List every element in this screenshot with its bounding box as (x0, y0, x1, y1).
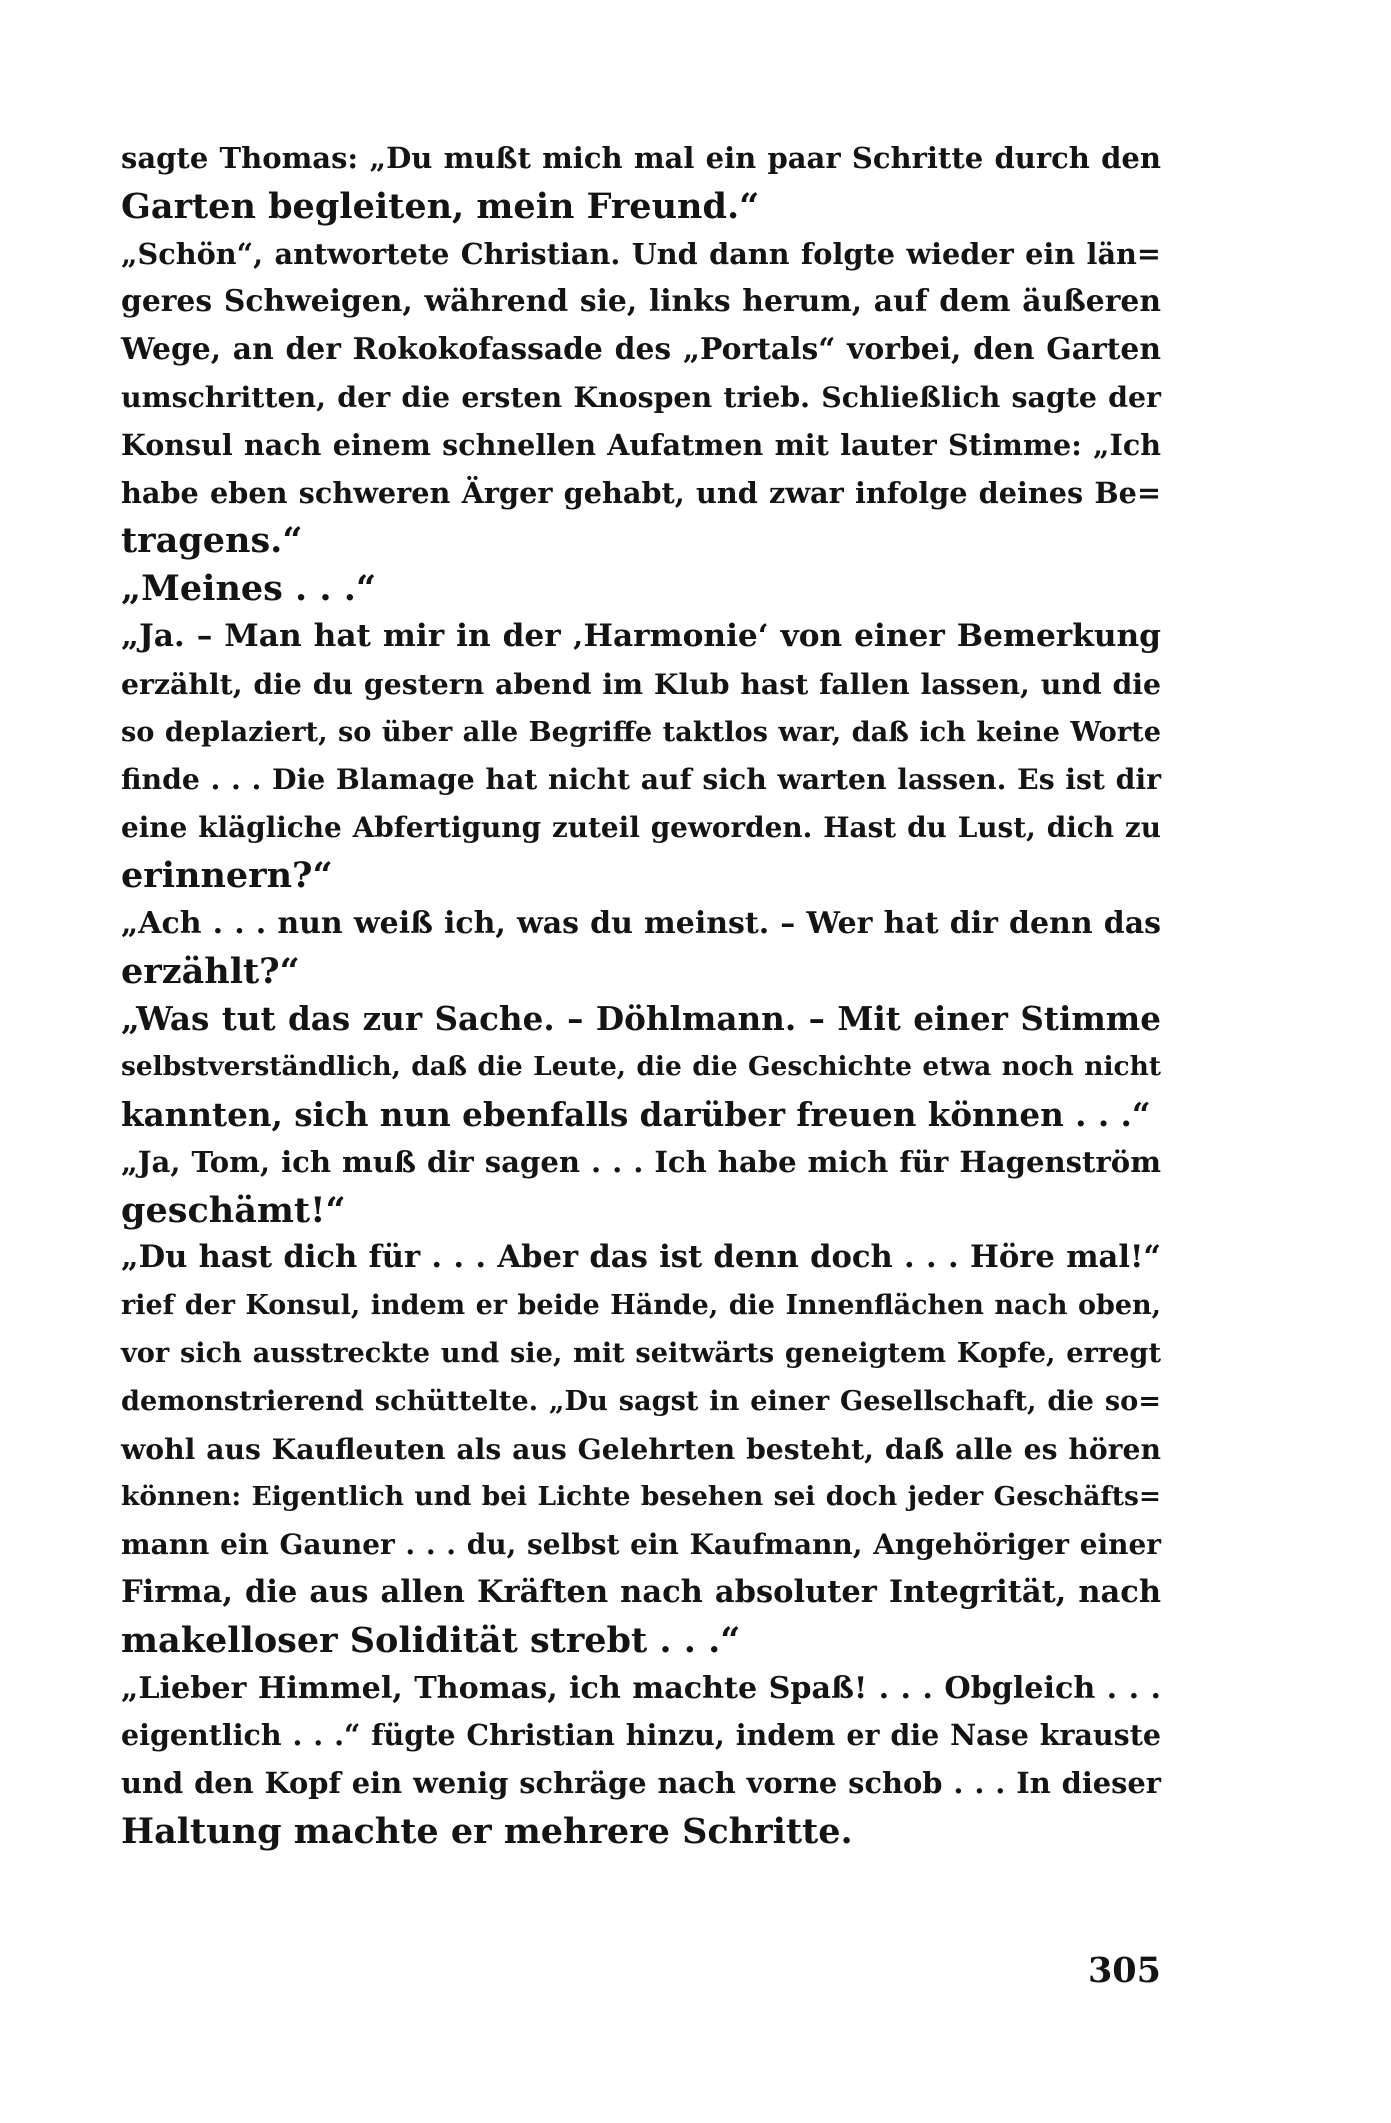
text-line: vor sich ausstreckte und sie, mit seitwärts geneigtem Kopfe, erregt (121, 1336, 1161, 1369)
text-line: selbstverständlich, daß die Leute, die die Geschichte etwa noch nicht (121, 1051, 1161, 1083)
text-line: erzählt, die du gestern abend im Klub hast fallen lassen, und die (121, 666, 1161, 701)
text-line: rief der Konsul, indem er beide Hände, die Innenflächen nach oben, (121, 1290, 1161, 1322)
text-line: „Du hast dich für . . . Aber das ist denn doch . . . Höre mal!“ (121, 1239, 1161, 1276)
text-line: geres Schweigen, während sie, links herum, auf dem äußeren (121, 284, 1161, 320)
text-line: finde . . . Die Blamage hat nicht auf sich warten lassen. Es ist dir (121, 762, 1161, 797)
text-line: makelloser Solidität strebt . . .“ (121, 1619, 741, 1661)
text-line: „Was tut das zur Sache. – Döhlmann. – Mit einer Stimme (121, 999, 1161, 1039)
text-line: Konsul nach einem schnellen Aufatmen mit lauter Stimme: „Ich (121, 427, 1161, 462)
text-line: tragens.“ (121, 520, 303, 562)
text-line: Wege, an der Rokokofassade des „Portals“ vorbei, den Garten (121, 332, 1161, 368)
text-line: Haltung machte er mehrere Schritte. (121, 1810, 853, 1852)
text-line: Firma, die aus allen Kräften nach absoluter Integrität, nach (121, 1573, 1161, 1610)
text-line: Garten begleiten, mein Freund.“ (121, 185, 760, 227)
text-line: eine klägliche Abfertigung zuteil geworden. Hast du Lust, dich zu (121, 811, 1161, 845)
body-text (121, 135, 1161, 1856)
text-line: sagte Thomas: „Du mußt mich mal ein paar Schritte durch den (121, 141, 1161, 175)
text-line: können: Eigentlich und bei Lichte besehen sei doch jeder Geschäfts= (121, 1481, 1161, 1513)
text-line: mann ein Gauner . . . du, selbst ein Kaufmann, Angehöriger einer (121, 1528, 1161, 1562)
text-line: wohl aus Kaufleuten als aus Gelehrten besteht, daß alle es hören (121, 1432, 1161, 1466)
text-line: kannten, sich nun ebenfalls darüber freuen können . . .“ (121, 1094, 1151, 1134)
text-line: „Ach . . . nun weiß ich, was du meinst. – Wer hat dir denn das (121, 905, 1161, 941)
text-line: geschämt!“ (121, 1189, 346, 1231)
text-line: und den Kopf ein wenig schräge nach vorne schob . . . In dieser (121, 1766, 1161, 1801)
text-line: so deplaziert, so über alle Begriffe taktlos war, daß ich keine Worte (121, 715, 1161, 748)
text-line: „Ja, Tom, ich muß dir sagen . . . Ich habe mich für Hagenström (121, 1144, 1161, 1179)
text-line: „Lieber Himmel, Thomas, ich machte Spaß! . . . Obgleich . . . (121, 1670, 1161, 1706)
text-line: umschritten, der die ersten Knospen trieb. Schließlich sagte der (121, 379, 1161, 414)
text-line: „Ja. – Man hat mir in der ‚Harmonie‘ von einer Bemerkung (121, 617, 1161, 654)
text-line: „Meines . . .“ (121, 568, 377, 610)
text-line: erzählt?“ (121, 950, 300, 992)
text-line: habe eben schweren Ärger gehabt, und zwar infolge deines Be= (121, 475, 1161, 510)
page-number: 305 (1087, 1950, 1161, 1991)
text-line: „Schön“, antwortete Christian. Und dann folgte wieder ein län= (121, 236, 1161, 271)
text-line: eigentlich . . .“ fügte Christian hinzu, indem er die Nase krauste (121, 1718, 1161, 1753)
text-line: erinnern?“ (121, 854, 333, 896)
text-line: demonstrierend schüttelte. „Du sagst in einer Gesellschaft, die so= (121, 1384, 1161, 1417)
